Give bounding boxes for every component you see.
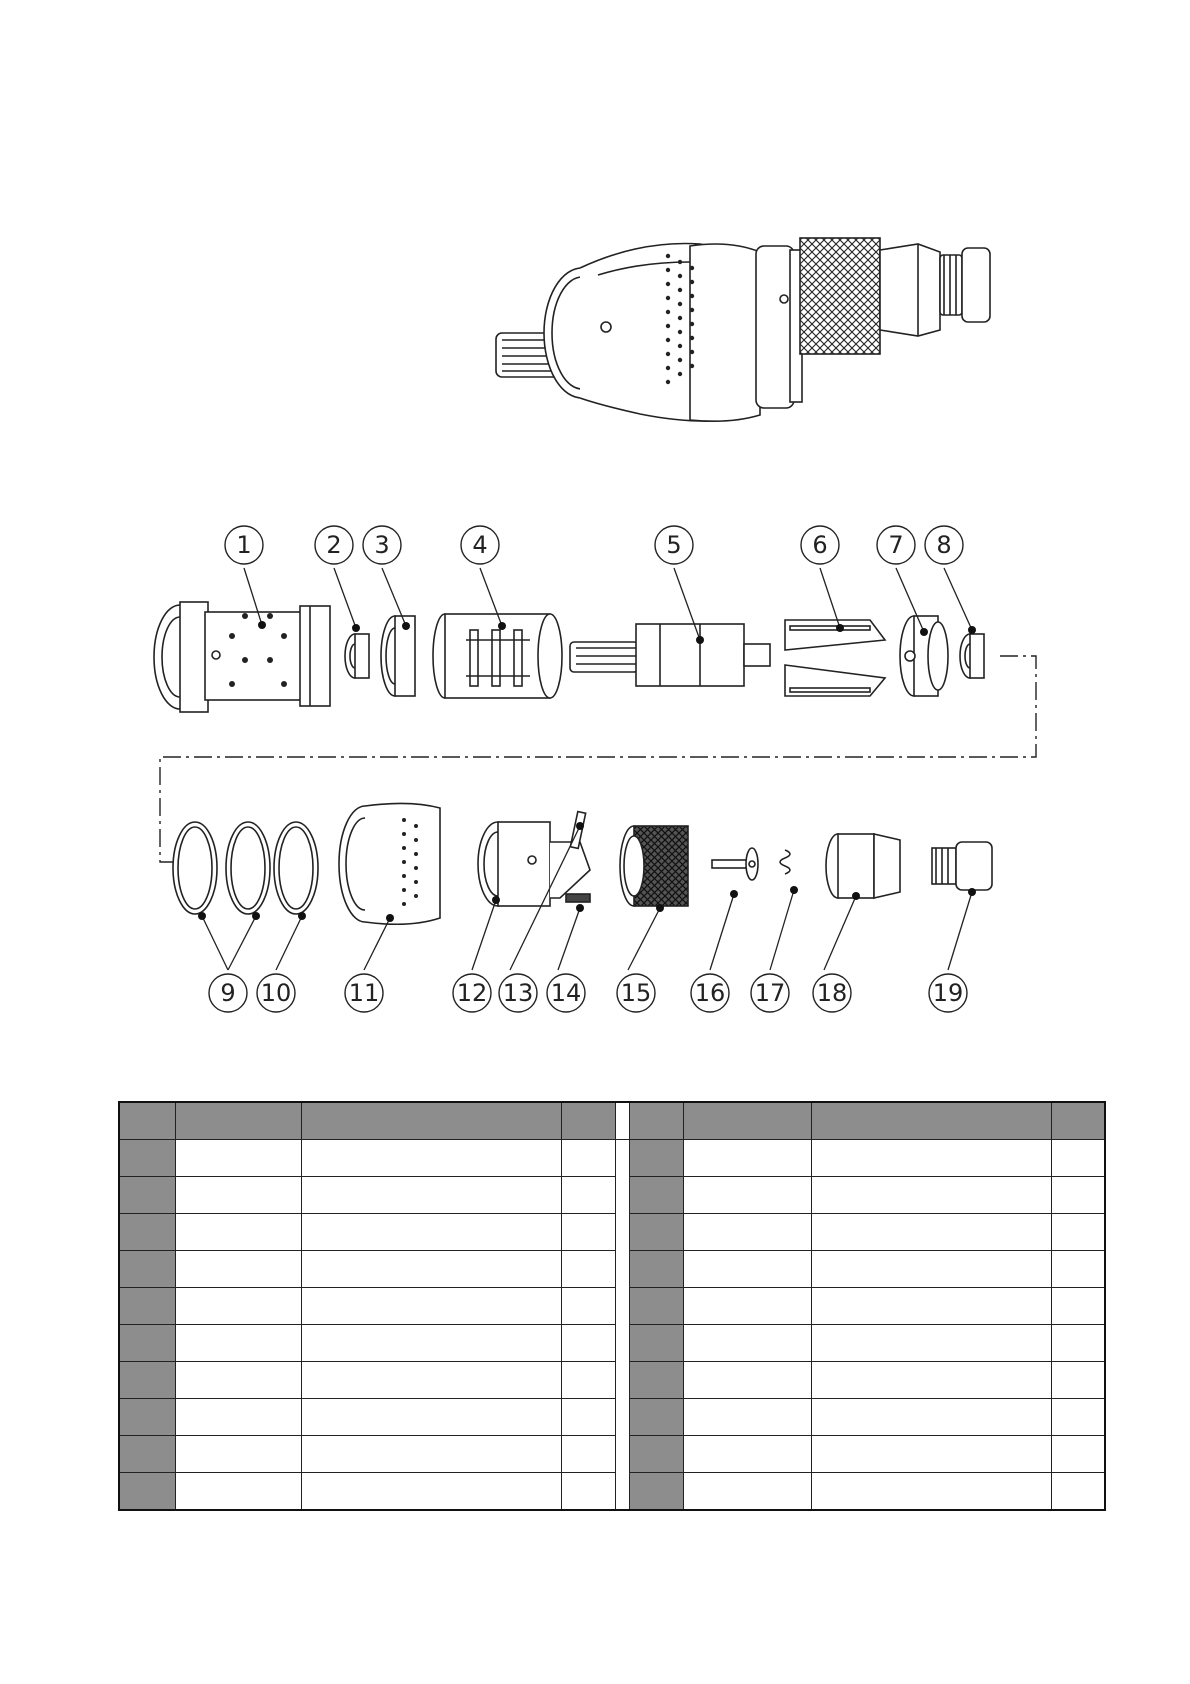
table-cell-right-0 [629,1214,683,1251]
table-row [119,1436,1105,1473]
callout-number: 7 [888,531,904,559]
part-1-housing [154,602,330,712]
callout-number: 19 [932,979,964,1007]
callout-3 [363,526,401,564]
table-cell-right-2 [811,1473,1051,1511]
header-left-description [301,1102,561,1140]
callout-number: 6 [812,531,828,559]
table-cell-left-3 [561,1288,615,1325]
table-cell-left-1 [175,1473,301,1511]
table-cell-right-0 [629,1436,683,1473]
part-19-inlet-fitting [932,842,992,890]
assembled-tool-illustration [496,238,990,421]
part-18-adapter [826,834,900,898]
header-right-part-no [683,1102,811,1140]
table-cell-left-1 [175,1362,301,1399]
table-cell-right-2 [811,1436,1051,1473]
callout-balloons [209,526,967,1012]
callout-number: 17 [754,979,786,1007]
table-cell-right-2 [811,1251,1051,1288]
callout-1 [225,526,263,564]
table-cell-left-2 [301,1325,561,1362]
callout-8 [925,526,963,564]
callout-number: 2 [326,531,342,559]
table-cell-left-0 [119,1140,175,1177]
table-cell-right-0 [629,1288,683,1325]
header-right-no [629,1102,683,1140]
table-cell-right-3 [1051,1436,1105,1473]
table-cell-left-1 [175,1325,301,1362]
table-cell-right-0 [629,1362,683,1399]
part-5-rotor [570,624,770,686]
table-cell-left-0 [119,1399,175,1436]
table-cell-left-1 [175,1436,301,1473]
table-cell-right-0 [629,1251,683,1288]
table-cell-left-2 [301,1288,561,1325]
table-cell-right-1 [683,1140,811,1177]
table-cell-right-3 [1051,1214,1105,1251]
table-header-row [119,1102,1105,1140]
part-14-spring-pin [566,894,590,902]
table-cell-left-1 [175,1251,301,1288]
part-3-spacer [381,616,415,696]
part-2-bearing [345,634,369,678]
callout-10 [257,974,295,1012]
table-cell-right-1 [683,1362,811,1399]
callout-4 [461,526,499,564]
table-gap [615,1325,629,1362]
header-right-qty [1051,1102,1105,1140]
table-cell-right-3 [1051,1473,1105,1511]
callout-number: 18 [816,979,848,1007]
callout-11 [345,974,383,1012]
table-gap [615,1288,629,1325]
callout-number: 8 [936,531,952,559]
table-cell-left-3 [561,1214,615,1251]
callout-number: 16 [694,979,726,1007]
table-row [119,1177,1105,1214]
table-cell-right-2 [811,1399,1051,1436]
part-11-muffler-sleeve [339,803,440,924]
part-8-bearing [960,634,984,678]
table-cell-left-2 [301,1177,561,1214]
table-cell-left-2 [301,1214,561,1251]
table-gap [615,1362,629,1399]
callout-number: 5 [666,531,682,559]
table-cell-right-2 [811,1325,1051,1362]
table-cell-right-3 [1051,1325,1105,1362]
exploded-row-1 [154,602,984,712]
callout-13 [499,974,537,1012]
table-cell-right-2 [811,1177,1051,1214]
header-left-no [119,1102,175,1140]
table-cell-left-2 [301,1436,561,1473]
part-10-o-ring [274,822,318,914]
part-4-cylinder [433,614,562,698]
part-16-valve-stem [712,848,758,880]
header-right-description [811,1102,1051,1140]
table-cell-left-2 [301,1473,561,1511]
table-cell-left-2 [301,1399,561,1436]
table-cell-left-3 [561,1473,615,1511]
table-cell-right-0 [629,1399,683,1436]
callout-number: 13 [502,979,534,1007]
table-gap [615,1473,629,1511]
table-cell-right-1 [683,1214,811,1251]
header-left-qty [561,1102,615,1140]
table-cell-right-1 [683,1399,811,1436]
table-row [119,1399,1105,1436]
table-cell-right-2 [811,1288,1051,1325]
parts-list-table [118,1101,1106,1511]
callout-16 [691,974,729,1012]
table-cell-right-2 [811,1214,1051,1251]
table-cell-left-3 [561,1436,615,1473]
table-cell-left-1 [175,1399,301,1436]
table-gap [615,1177,629,1214]
callout-number: 3 [374,531,390,559]
table-cell-left-1 [175,1177,301,1214]
callout-number: 10 [260,979,292,1007]
table-cell-left-1 [175,1214,301,1251]
table-gap [615,1140,629,1177]
table-cell-left-2 [301,1251,561,1288]
part-9-o-rings [173,822,270,914]
callout-number: 1 [236,531,252,559]
table-cell-left-0 [119,1288,175,1325]
table-cell-left-3 [561,1399,615,1436]
table-cell-right-2 [811,1362,1051,1399]
callout-number: 4 [472,531,488,559]
table-cell-left-0 [119,1325,175,1362]
table-row [119,1288,1105,1325]
callout-17 [751,974,789,1012]
table-cell-left-3 [561,1362,615,1399]
table-cell-left-0 [119,1362,175,1399]
table-cell-right-3 [1051,1251,1105,1288]
table-gap [615,1251,629,1288]
callout-14 [547,974,585,1012]
table-cell-right-3 [1051,1362,1105,1399]
part-17-spring [780,850,790,874]
table-cell-right-0 [629,1473,683,1511]
table-gap [615,1436,629,1473]
part-6-cylinder-halves [785,620,885,696]
callout-9 [209,974,247,1012]
part-15-knurled-nut [620,826,688,906]
table-cell-right-2 [811,1140,1051,1177]
callout-7 [877,526,915,564]
table-cell-left-0 [119,1251,175,1288]
table-cell-right-3 [1051,1140,1105,1177]
table-row [119,1251,1105,1288]
table-cell-right-3 [1051,1177,1105,1214]
header-left-part-no [175,1102,301,1140]
table-cell-right-1 [683,1288,811,1325]
table-cell-right-1 [683,1325,811,1362]
table-gap [615,1214,629,1251]
table-cell-left-1 [175,1288,301,1325]
callout-19 [929,974,967,1012]
callout-5 [655,526,693,564]
table-row [119,1473,1105,1511]
table-row [119,1325,1105,1362]
table-cell-left-2 [301,1362,561,1399]
callout-12 [453,974,491,1012]
table-cell-left-3 [561,1325,615,1362]
table-cell-right-3 [1051,1399,1105,1436]
callout-number: 9 [220,979,236,1007]
table-gap [615,1399,629,1436]
table-cell-right-1 [683,1251,811,1288]
table-cell-left-1 [175,1140,301,1177]
table-cell-right-1 [683,1436,811,1473]
table-cell-left-3 [561,1140,615,1177]
table-cell-left-0 [119,1214,175,1251]
callout-number: 14 [550,979,582,1007]
table-cell-right-0 [629,1140,683,1177]
callout-15 [617,974,655,1012]
table-gap [615,1102,629,1140]
table-row [119,1362,1105,1399]
callout-2 [315,526,353,564]
table-row [119,1140,1105,1177]
table-cell-right-1 [683,1473,811,1511]
table-cell-left-2 [301,1140,561,1177]
table-cell-left-3 [561,1251,615,1288]
callout-number: 11 [348,979,380,1007]
table-cell-right-3 [1051,1288,1105,1325]
table-cell-left-0 [119,1473,175,1511]
callout-6 [801,526,839,564]
callout-18 [813,974,851,1012]
callout-number: 12 [456,979,488,1007]
table-cell-left-3 [561,1177,615,1214]
table-row [119,1214,1105,1251]
table-cell-right-0 [629,1325,683,1362]
callout-number: 15 [620,979,652,1007]
table-cell-right-1 [683,1177,811,1214]
table-cell-left-0 [119,1177,175,1214]
table-cell-left-0 [119,1436,175,1473]
table-cell-right-0 [629,1177,683,1214]
